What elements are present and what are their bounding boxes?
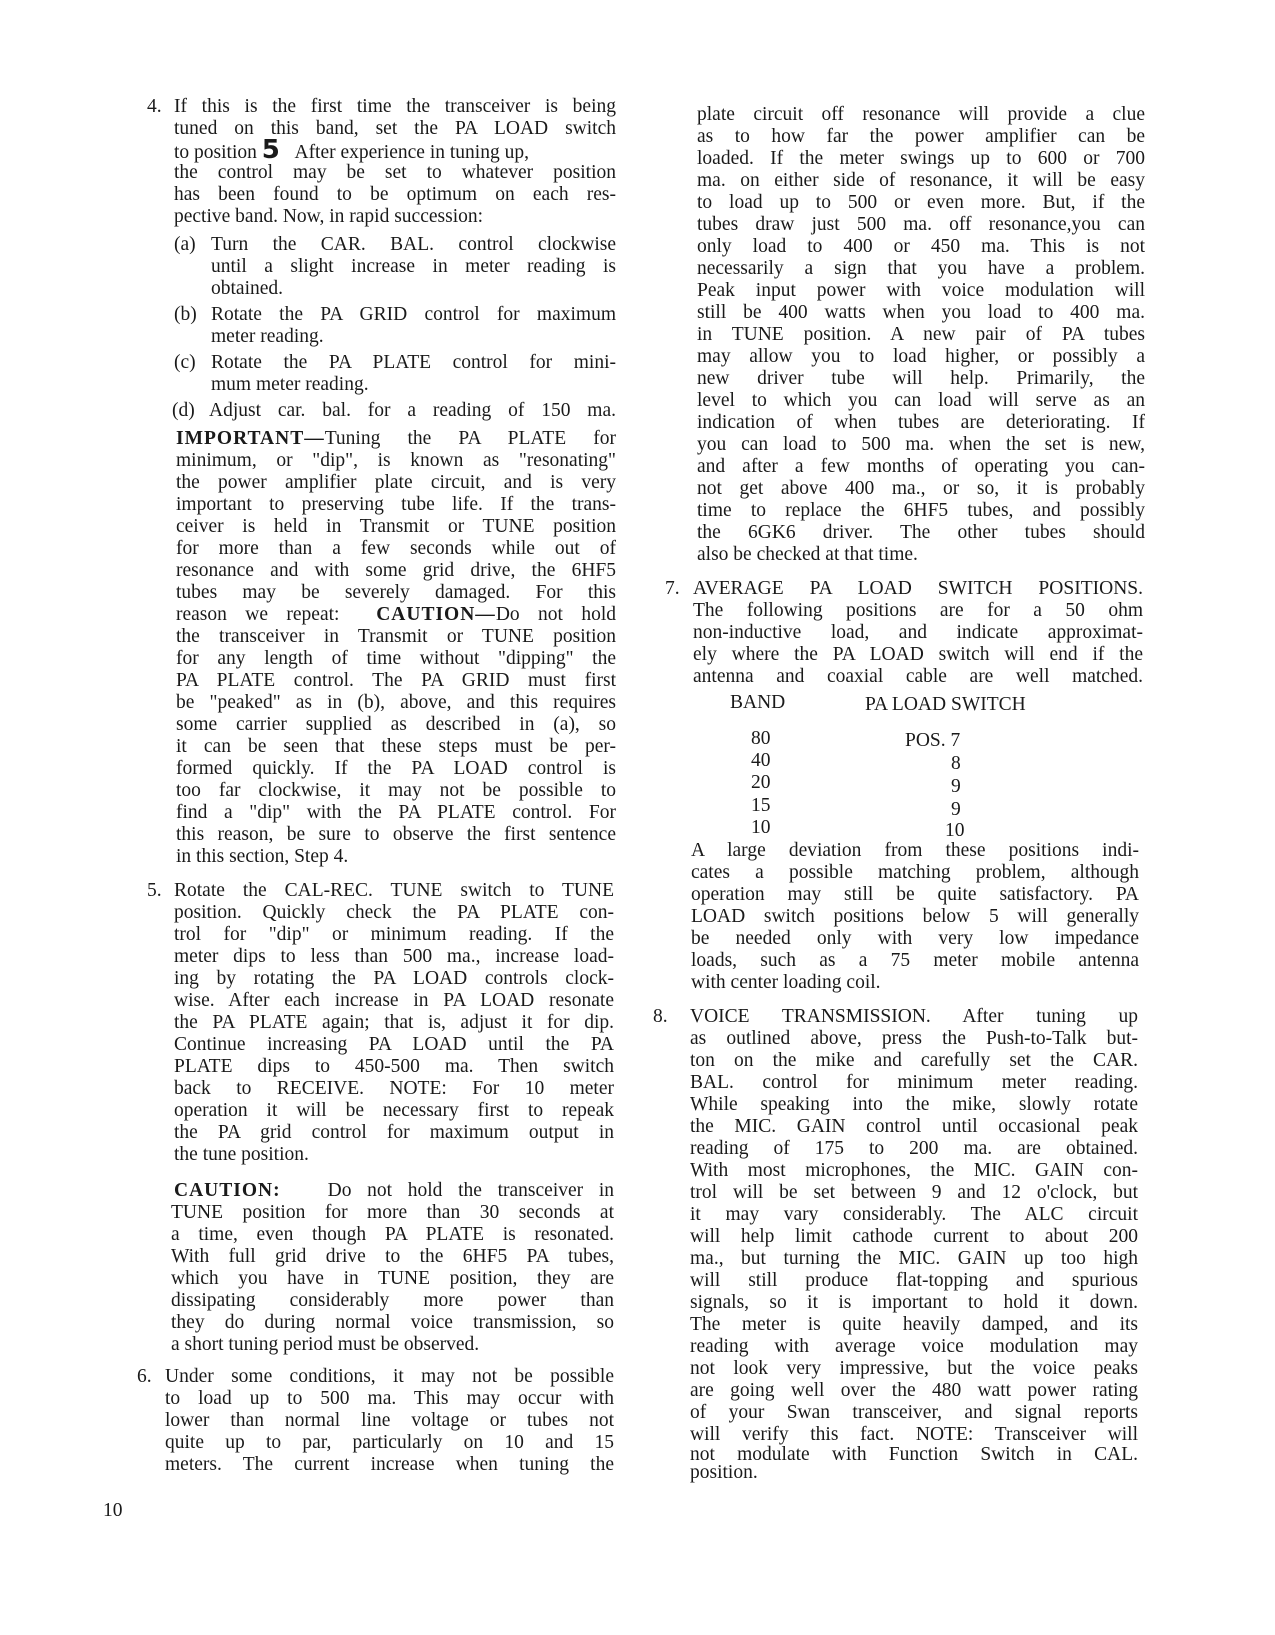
step-8-line: not look very impressive, but the voice peaks bbox=[690, 1358, 1138, 1379]
step-6-cont-line: as to how far the power amplifier can be bbox=[697, 126, 1145, 147]
step-6-cont-line: tubes draw just 500 ma. off resonance,you can bbox=[697, 214, 1145, 235]
step-6-line: to load up to 500 ma. This may occur with bbox=[165, 1388, 614, 1409]
important-line: find a "dip" with the PA PLATE control. For bbox=[176, 802, 616, 823]
step-6-cont-line: necessarily a sign that you have a problem. bbox=[697, 258, 1145, 279]
substep-a-line: until a slight increase in meter reading is bbox=[211, 256, 616, 277]
table-header-switch: PA LOAD SWITCH bbox=[865, 694, 1026, 715]
step-6-cont-line: only load to 400 or 450 ma. This is not bbox=[697, 236, 1145, 257]
step-6-cont-line: not get above 400 ma., or so, it is probably bbox=[697, 478, 1145, 499]
substep-d-label: (d) bbox=[172, 400, 195, 421]
step-6-cont-line: ma. on either side of resonance, it will be easy bbox=[697, 170, 1145, 191]
step-5-number: 5. bbox=[147, 880, 162, 901]
table-cell-band: 10 bbox=[751, 817, 771, 838]
important-line: the transceiver in Transmit or TUNE position bbox=[176, 626, 616, 647]
caution-label: CAUTION— bbox=[376, 604, 496, 625]
step-5-line: meter dips to less than 500 ma., increase load- bbox=[174, 946, 614, 967]
table-cell-band: 15 bbox=[751, 795, 771, 816]
caution-label: CAUTION: bbox=[174, 1180, 281, 1201]
step-6-cont-line: indication of when tubes are deteriorating. If bbox=[697, 412, 1145, 433]
important-line: important to preserving tube life. If the trans- bbox=[176, 494, 616, 515]
step-7-line: antenna and coaxial cable are well matched. bbox=[693, 666, 1143, 687]
caution-line: they do during normal voice transmission, so bbox=[171, 1312, 614, 1333]
step-7-line: non-inductive load, and indicate approximat- bbox=[693, 622, 1143, 643]
important-line: it can be seen that these steps must be per- bbox=[176, 736, 616, 757]
step-5-line: PLATE dips to 450-500 ma. Then switch bbox=[174, 1056, 614, 1077]
substep-c-line: Rotate the PA PLATE control for mini- bbox=[211, 352, 616, 373]
substep-b-line: Rotate the PA GRID control for maximum bbox=[211, 304, 616, 325]
step-8-line: ton on the mike and carefully set the CAR. bbox=[690, 1050, 1138, 1071]
step-6-cont-line: may allow you to load higher, or possibly a bbox=[697, 346, 1145, 367]
substep-c-label: (c) bbox=[174, 352, 196, 373]
important-label: IMPORTANT— bbox=[176, 428, 325, 449]
step-7-after-line: cates a possible matching problem, although bbox=[691, 862, 1139, 883]
step-6-number: 6. bbox=[137, 1366, 152, 1387]
important-line: PA PLATE control. The PA GRID must first bbox=[176, 670, 616, 691]
important-line bbox=[176, 428, 616, 450]
table-cell-switch: 8 bbox=[951, 753, 961, 774]
caution-line: a time, even though PA PLATE is resonated. bbox=[171, 1224, 614, 1245]
important-line: formed quickly. If the PA LOAD control is bbox=[176, 758, 616, 779]
important-line: for more than a few seconds while out of bbox=[176, 538, 616, 559]
step-6-line: lower than normal line voltage or tubes not bbox=[165, 1410, 614, 1431]
step-5-line: wise. After each increase in PA LOAD resonate bbox=[174, 990, 614, 1011]
step-4-line: If this is the first time the transceiver is being bbox=[174, 96, 616, 117]
step-8-line: will still produce flat-topping and spurious bbox=[690, 1270, 1138, 1291]
caution-line bbox=[174, 1180, 614, 1202]
important-caution-line bbox=[176, 604, 616, 626]
table-cell-switch: 9 bbox=[951, 776, 961, 797]
caution-line: TUNE position for more than 30 seconds at bbox=[171, 1202, 614, 1223]
step-6-line: meters. The current increase when tuning the bbox=[165, 1454, 614, 1475]
table-cell-switch: POS. 7 bbox=[905, 730, 961, 751]
step-8-line: signals, so it is important to hold it down. bbox=[690, 1292, 1138, 1313]
step-6-cont-line: to load up to 500 or even more. But, if the bbox=[697, 192, 1145, 213]
important-line: be "peaked" as in (b), above, and this requires bbox=[176, 692, 616, 713]
table-cell-switch: 9 bbox=[951, 799, 961, 820]
step-8-line: will verify this fact. NOTE: Transceiver will bbox=[690, 1424, 1138, 1445]
important-line: tubes may be severely damaged. For this bbox=[176, 582, 616, 603]
step-7-after-line: LOAD switch positions below 5 will generally bbox=[691, 906, 1139, 927]
important-line: some carrier supplied as described in (a), so bbox=[176, 714, 616, 735]
caution-tail: Do not hold bbox=[495, 604, 616, 625]
substep-b-line: meter reading. bbox=[211, 326, 324, 347]
caution-text: Do not hold the transceiver in bbox=[327, 1180, 614, 1201]
table-header-band: BAND bbox=[730, 692, 786, 713]
step-8-line: will help limit cathode current to about 200 bbox=[690, 1226, 1138, 1247]
table-cell-switch: 10 bbox=[945, 820, 965, 841]
step-8-line: it may vary considerably. The ALC circuit bbox=[690, 1204, 1138, 1225]
step-5-line: ing by rotating the PA LOAD controls clock- bbox=[174, 968, 614, 989]
step-7-line: ely where the PA LOAD switch will end if the bbox=[693, 644, 1143, 665]
step-7-after-line: operation may still be quite satisfactory. PA bbox=[691, 884, 1139, 905]
step-5-line: Rotate the CAL-REC. TUNE switch to TUNE bbox=[174, 880, 614, 901]
step-6-cont-line: level to which you can load will serve as an bbox=[697, 390, 1145, 411]
table-cell-band: 40 bbox=[751, 750, 771, 771]
important-line: this reason, be sure to observe the first sentence bbox=[176, 824, 616, 845]
step-6-cont-line: you can load to 500 ma. when the set is new, bbox=[697, 434, 1145, 455]
step-5-line: position. Quickly check the PA PLATE con- bbox=[174, 902, 614, 923]
position-value: 5 bbox=[261, 135, 280, 165]
step-7-line: The following positions are for a 50 ohm bbox=[693, 600, 1143, 621]
step-8-line: With most microphones, the MIC. GAIN con- bbox=[690, 1160, 1138, 1181]
step-4-line: has been found to be optimum on each res- bbox=[174, 184, 616, 205]
step-5-line: Continue increasing PA LOAD until the PA bbox=[174, 1034, 614, 1055]
step-4-after-position: After experience in tuning up, bbox=[294, 142, 529, 163]
step-4-line: tuned on this band, set the PA LOAD switch bbox=[174, 118, 616, 139]
step-5-line: the PA PLATE again; that is, adjust it for dip. bbox=[174, 1012, 614, 1033]
step-7-number: 7. bbox=[665, 578, 680, 599]
step-5-line: operation it will be necessary first to repeak bbox=[174, 1100, 614, 1121]
step-8-heading: VOICE TRANSMISSION. After tuning up bbox=[690, 1006, 1138, 1027]
substep-d-line: Adjust car. bal. for a reading of 150 ma. bbox=[209, 400, 616, 421]
important-line: minimum, or "dip", is known as "resonating" bbox=[176, 450, 616, 471]
page-number: 10 bbox=[103, 1500, 123, 1521]
step-4-line-position bbox=[174, 135, 616, 165]
step-8-line: not modulate with Function Switch in CAL. bbox=[690, 1444, 1138, 1465]
step-6-cont-line: still be 400 watts when you load to 400 ma. bbox=[697, 302, 1145, 323]
substep-c-line: mum meter reading. bbox=[211, 374, 369, 395]
step-7-heading: AVERAGE PA LOAD SWITCH POSITIONS. bbox=[693, 578, 1143, 599]
important-line: for any length of time without "dipping" the bbox=[176, 648, 616, 669]
caution-line: With full grid drive to the 6HF5 PA tubes, bbox=[171, 1246, 614, 1267]
important-text: Tuning the PA PLATE for bbox=[324, 428, 616, 449]
step-6-cont-line: loaded. If the meter swings up to 600 or 700 bbox=[697, 148, 1145, 169]
important-line: the power amplifier plate circuit, and is very bbox=[176, 472, 616, 493]
caution-line: a short tuning period must be observed. bbox=[171, 1334, 480, 1355]
step-8-line: reading of 175 to 200 ma. are obtained. bbox=[690, 1138, 1138, 1159]
step-8-line: position. bbox=[690, 1462, 758, 1483]
step-6-cont-line: and after a few months of operating you can- bbox=[697, 456, 1145, 477]
substep-a-label: (a) bbox=[174, 234, 196, 255]
step-7-after-line: be needed only with very low impedance bbox=[691, 928, 1139, 949]
step-8-line: trol will be set between 9 and 12 o'clock, but bbox=[690, 1182, 1138, 1203]
important-line: in this section, Step 4. bbox=[176, 846, 349, 867]
step-5-line: the PA grid control for maximum output in bbox=[174, 1122, 614, 1143]
step-5-line: back to RECEIVE. NOTE: For 10 meter bbox=[174, 1078, 614, 1099]
step-4-line: pective band. Now, in rapid succession: bbox=[174, 206, 484, 227]
step-8-line: are going well over the 480 watt power rating bbox=[690, 1380, 1138, 1401]
step-8-line: of your Swan transceiver, and signal reports bbox=[690, 1402, 1138, 1423]
step-6-cont-line: also be checked at that time. bbox=[697, 544, 918, 565]
step-7-after-line: A large deviation from these positions indi- bbox=[691, 840, 1139, 861]
step-6-cont-line: in TUNE position. A new pair of PA tubes bbox=[697, 324, 1145, 345]
important-line: too far clockwise, it may not be possible to bbox=[176, 780, 616, 801]
step-4-number: 4. bbox=[147, 96, 162, 117]
step-8-line: as outlined above, press the Push-to-Talk but- bbox=[690, 1028, 1138, 1049]
step-8-line: While speaking into the mike, slowly rotate bbox=[690, 1094, 1138, 1115]
step-8-line: ma., but turning the MIC. GAIN up too high bbox=[690, 1248, 1138, 1269]
step-8-line: the MIC. GAIN control until occasional peak bbox=[690, 1116, 1138, 1137]
step-6-line: quite up to par, particularly on 10 and 15 bbox=[165, 1432, 614, 1453]
step-6-cont-line: time to replace the 6HF5 tubes, and possibly bbox=[697, 500, 1145, 521]
step-4-line: the control may be set to whatever position bbox=[174, 162, 616, 183]
step-5-line: trol for "dip" or minimum reading. If the bbox=[174, 924, 614, 945]
substep-b-label: (b) bbox=[174, 304, 197, 325]
important-line: ceiver is held in Transmit or TUNE position bbox=[176, 516, 616, 537]
step-8-line: The meter is quite heavily damped, and its bbox=[690, 1314, 1138, 1335]
step-7-after-line: loads, such as a 75 meter mobile antenna bbox=[691, 950, 1139, 971]
important-line: resonance and with some grid drive, the 6HF5 bbox=[176, 560, 616, 581]
step-7-after-line: with center loading coil. bbox=[691, 972, 881, 993]
table-cell-band: 80 bbox=[751, 728, 771, 749]
step-6-cont-line: the 6GK6 driver. The other tubes should bbox=[697, 522, 1145, 543]
step-8-line: BAL. control for minimum meter reading. bbox=[690, 1072, 1138, 1093]
step-6-cont-line: Peak input power with voice modulation will bbox=[697, 280, 1145, 301]
step-8-line: reading with average voice modulation may bbox=[690, 1336, 1138, 1357]
step-8-number: 8. bbox=[653, 1006, 668, 1027]
step-6-line: Under some conditions, it may not be possible bbox=[165, 1366, 614, 1387]
important-text: reason we repeat: bbox=[176, 604, 340, 625]
caution-line: which you have in TUNE position, they are bbox=[171, 1268, 614, 1289]
step-5-line: the tune position. bbox=[174, 1144, 309, 1165]
step-6-cont-line: new driver tube will help. Primarily, the bbox=[697, 368, 1145, 389]
substep-a-line: Turn the CAR. BAL. control clockwise bbox=[211, 234, 616, 255]
step-4-position-text: to position bbox=[174, 142, 257, 163]
caution-line: dissipating considerably more power than bbox=[171, 1290, 614, 1311]
step-6-cont-line: plate circuit off resonance will provide a clue bbox=[697, 104, 1145, 125]
substep-a-line: obtained. bbox=[211, 278, 284, 299]
table-cell-band: 20 bbox=[751, 772, 771, 793]
